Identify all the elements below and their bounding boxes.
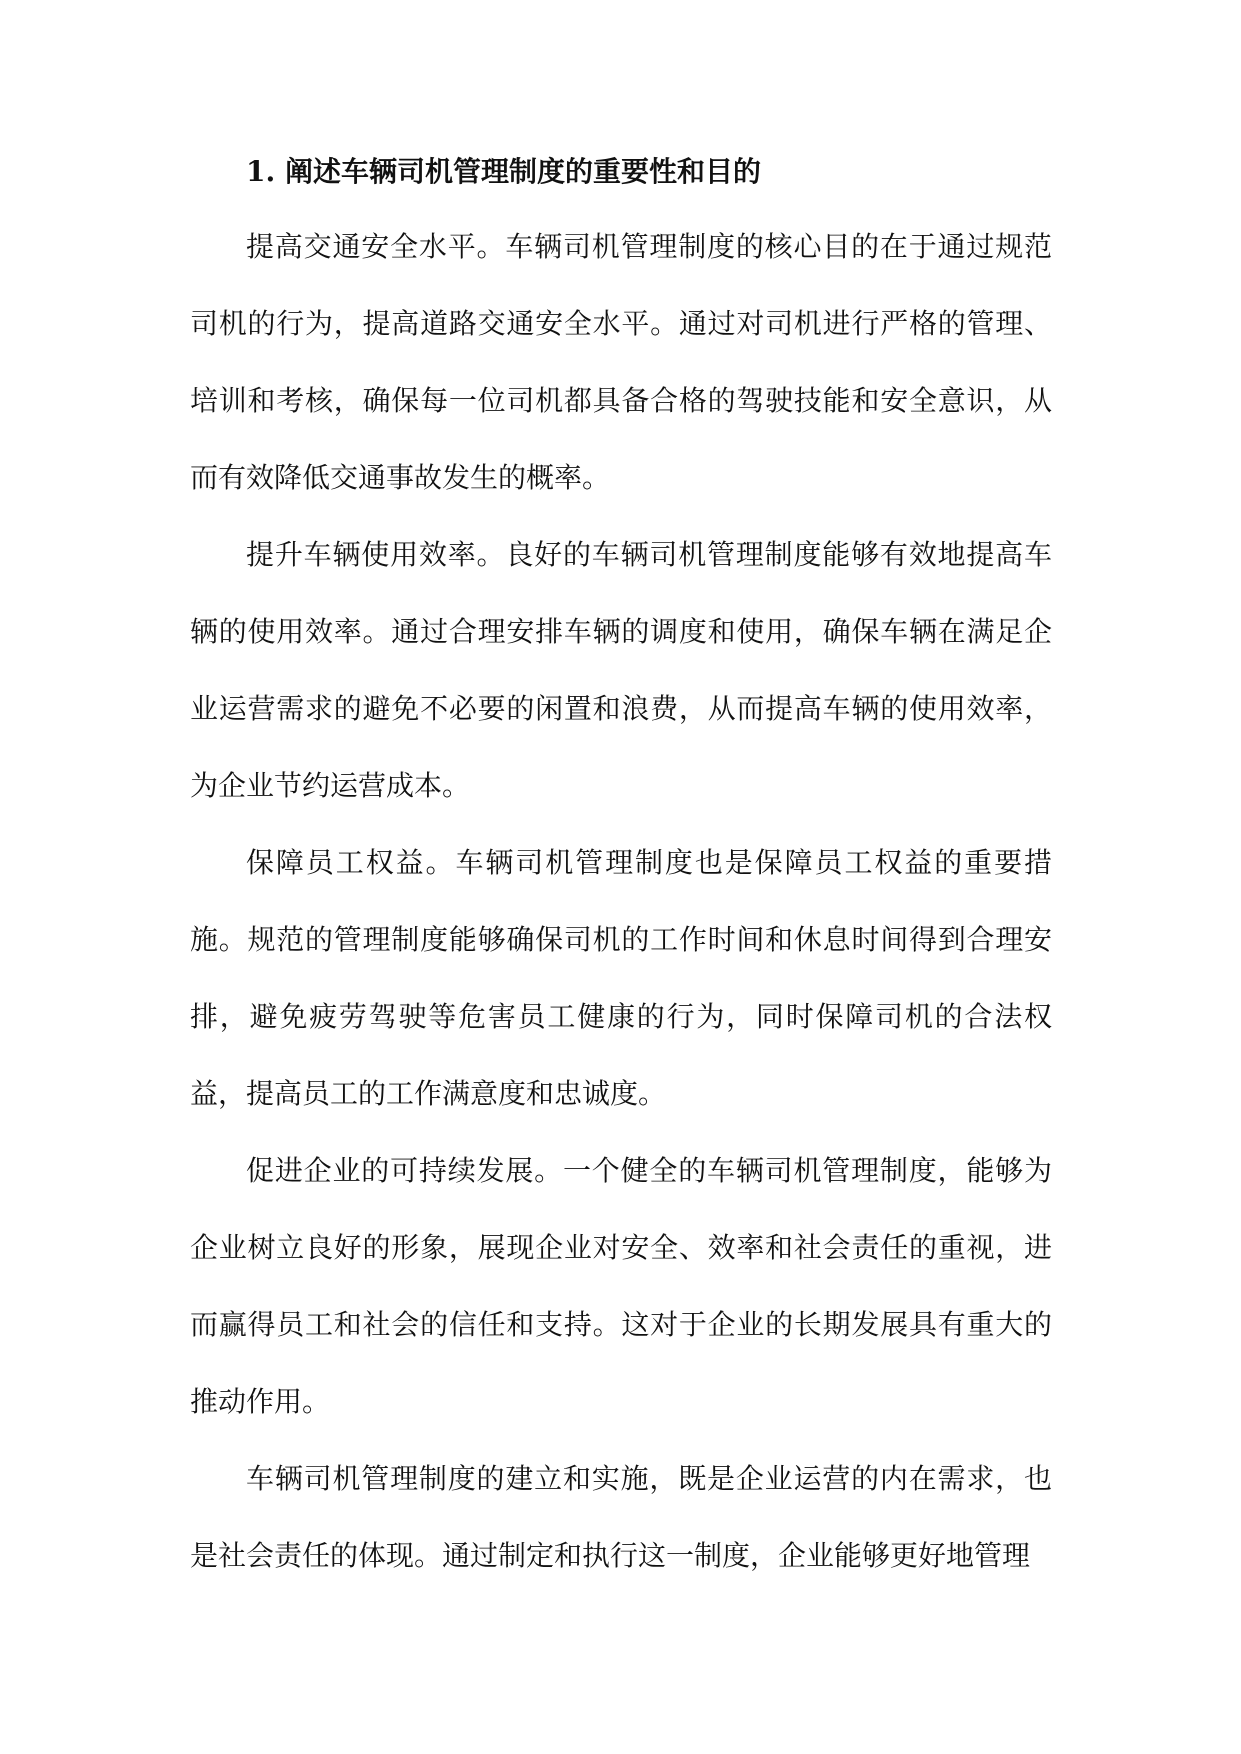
body-text bbox=[190, 208, 1052, 1594]
paragraph-sustainable-development: 促进企业的可持续发展。一个健全的车辆司机管理制度，能够为企业树立良好的形象，展现企业对安全、效率和社会责任的重视，进而赢得员工和社会的信任和支持。这对于企业的长期发展具有重大的推动作用。 bbox=[190, 1154, 1052, 1418]
paragraph-vehicle-efficiency: 提升车辆使用效率。良好的车辆司机管理制度能够有效地提高车辆的使用效率。通过合理安排车辆的调度和使用，确保车辆在满足企业运营需求的避免不必要的闲置和浪费，从而提高车辆的使用效率，为企业节约运营成本。 bbox=[190, 538, 1052, 802]
paragraph-conclusion: 车辆司机管理制度的建立和实施，既是企业运营的内在需求，也是社会责任的体现。通过制定和执行这一制度，企业能够更好地管理 bbox=[190, 1462, 1052, 1572]
section-heading: 1. 阐述车辆司机管理制度的重要性和目的 bbox=[246, 155, 761, 188]
paragraph-employee-rights: 保障员工权益。车辆司机管理制度也是保障员工权益的重要措施。规范的管理制度能够确保司机的工作时间和休息时间得到合理安排，避免疲劳驾驶等危害员工健康的行为，同时保障司机的合法权益，提高员工的工作满意度和忠诚度。 bbox=[190, 846, 1052, 1110]
paragraph-traffic-safety: 提高交通安全水平。车辆司机管理制度的核心目的在于通过规范司机的行为，提高道路交通安全水平。通过对司机进行严格的管理、培训和考核，确保每一位司机都具备合格的驾驶技能和安全意识，从而有效降低交通事故发生的概率。 bbox=[190, 230, 1052, 494]
